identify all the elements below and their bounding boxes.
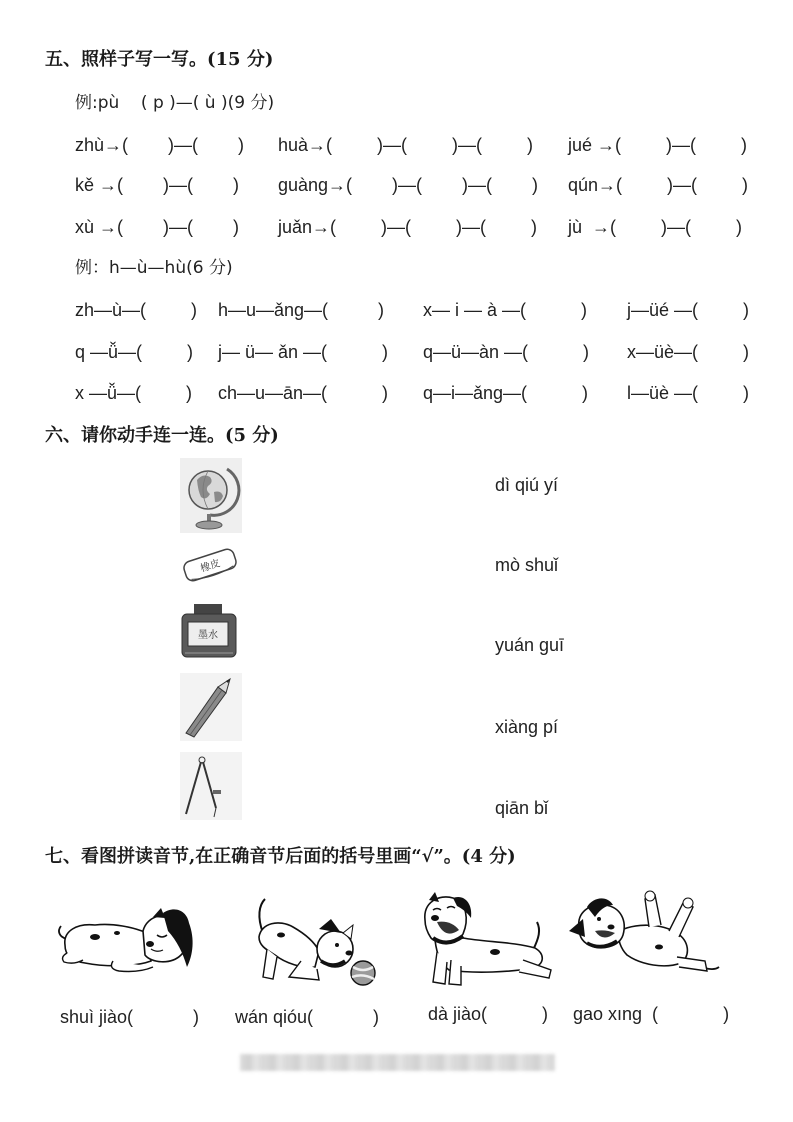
section6-title: 六、请你动手连一连。(5 分)	[45, 425, 279, 446]
pinyin-answer-label: shuì jiào( )	[60, 1007, 200, 1027]
dog-rolling-icon	[565, 883, 725, 983]
eraser-icon	[180, 542, 240, 588]
exercise-item: zhù→( )—( )	[75, 135, 245, 155]
pinyin-option: xiàng pí	[495, 717, 559, 737]
exercise-item: x—üè—( )	[627, 342, 750, 362]
section5-title: 五、照样子写一写。(15 分)	[45, 49, 274, 70]
exercise-item: l—üè —( )	[627, 383, 750, 403]
dog-sleeping-icon	[55, 893, 195, 978]
exercise-item: guàng→( )—( )—( )	[278, 175, 539, 195]
exercise-item: j— ü— ǎn —( )	[218, 342, 389, 362]
pinyin-option: yuán guī	[495, 635, 565, 655]
section5-example2: 例：h—ù—hù(6 分)	[75, 258, 233, 278]
compass-icon	[180, 752, 242, 820]
exercise-item: x— i — à —( )	[423, 300, 588, 320]
exercise-item: jué →( )—( )	[568, 135, 748, 155]
exercise-item: q—ü—àn —( )	[423, 342, 590, 362]
ink-label: 墨水	[198, 630, 218, 641]
globe-icon	[180, 458, 242, 533]
exercise-item: kě →( )—( )	[75, 175, 240, 195]
dog-barking-icon	[415, 890, 555, 990]
exercise-item: juǎn→( )—( )—( )	[278, 217, 538, 237]
exercise-item: jù →( )—( )	[568, 217, 743, 237]
exercise-item: h—u—ǎng—( )	[218, 300, 385, 320]
exercise-item: qún→( )—( )	[568, 175, 749, 195]
pinyin-option: qiān bǐ	[495, 798, 549, 818]
pinyin-option: dì qiú yí	[495, 475, 559, 495]
exercise-item: huà→( )—( )—( )	[278, 135, 534, 155]
pinyin-answer-label: dà jiào( )	[428, 1004, 549, 1024]
exercise-item: xù →( )—( )	[75, 217, 240, 237]
exercise-item: zh—ù—( )	[75, 300, 198, 320]
section5-example1: 例:pù ( p )—( ù )(9 分)	[75, 93, 275, 113]
pencil-icon	[180, 673, 242, 741]
exercise-item: j—üé —( )	[627, 300, 750, 320]
pinyin-option: mò shuǐ	[495, 555, 559, 575]
pinyin-answer-label: wán qióu( )	[235, 1007, 380, 1027]
pinyin-answer-label: gao xıng ( )	[573, 1004, 730, 1024]
exercise-item: q —ǚ—( )	[75, 342, 194, 362]
section7-title: 七、看图拼读音节,在正确音节后面的括号里画“√”。(4 分)	[45, 846, 516, 867]
eraser-label: 橡皮	[199, 558, 222, 575]
exercise-item: ch—u—ān—( )	[218, 383, 389, 403]
blurred-watermark	[240, 1054, 555, 1071]
dog-playing-ball-icon	[245, 893, 385, 990]
exercise-item: q—i—ǎng—( )	[423, 383, 589, 403]
ink-bottle-icon	[180, 603, 238, 659]
exercise-item: x —ǚ—( )	[75, 383, 193, 403]
